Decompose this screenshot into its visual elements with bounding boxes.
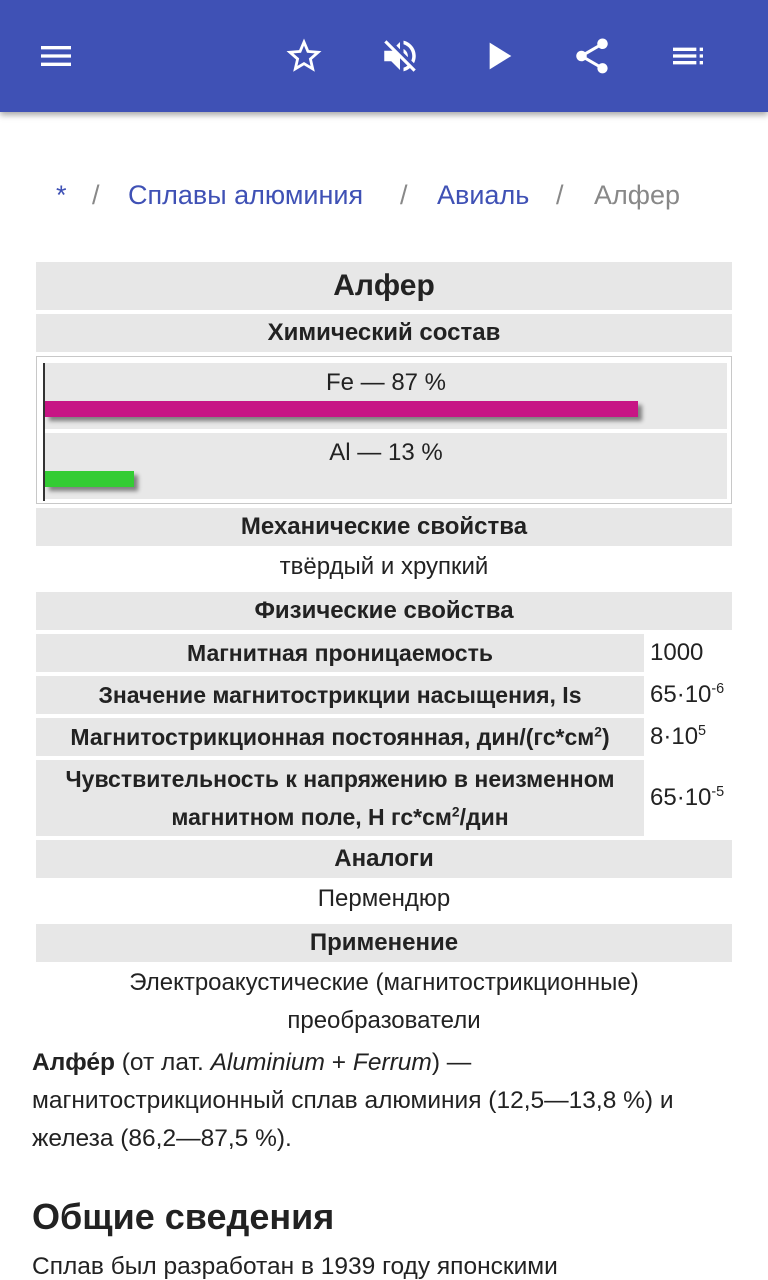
share-button[interactable] (564, 28, 620, 84)
composition-row-fe (45, 363, 727, 429)
mechanical-value: твёрдый и хрупкий (279, 553, 489, 580)
property-value (650, 760, 734, 836)
property-label-text: Значение магнитострикции насыщения, Is (98, 682, 582, 708)
usage-value-line2: преобразователи (287, 1007, 481, 1034)
usage-value-line1: Электроакустические (магнитострикционные) (129, 969, 639, 996)
property-value (650, 718, 734, 756)
property-value (650, 676, 734, 714)
breadcrumb-root[interactable]: * (56, 180, 67, 210)
physical-header: Физические свойства (36, 592, 732, 630)
analogs-header: Аналоги (36, 840, 732, 878)
breadcrumb-item-alloys[interactable]: Сплавы алюминия (128, 180, 364, 210)
property-label (36, 634, 644, 672)
breadcrumb-separator: / (400, 180, 408, 210)
property-label-text: Магнитострикционная постоянная, дин/$(гс*см^2)$ (70, 724, 610, 750)
value-base: 1000 (650, 639, 704, 666)
bookmark-button[interactable] (276, 28, 332, 84)
value-base: 8·10 (650, 723, 699, 750)
latin-aluminium: Aluminium (210, 1049, 325, 1076)
contents-button[interactable] (660, 28, 716, 84)
breadcrumb-item-avial[interactable]: Авиаль (437, 180, 530, 210)
breadcrumb-separator: / (556, 180, 564, 210)
app-bar (0, 0, 768, 112)
property-label-line2: магнитном поле, Н $гс*см^2$/дин (171, 804, 509, 830)
breadcrumb-separator: / (92, 180, 100, 210)
property-label (36, 676, 644, 714)
intro-line1: Алфе́р (от лат. Aluminium + Ferrum) — (32, 1049, 472, 1076)
composition-row-al (45, 433, 727, 499)
menu-button[interactable] (28, 28, 84, 84)
analogs-value[interactable]: Пермендюр (317, 885, 451, 912)
value-base: 65·10 (650, 681, 712, 708)
share-icon (571, 35, 613, 77)
play-button[interactable] (470, 28, 526, 84)
composition-bar-al (45, 471, 134, 487)
property-label (36, 760, 644, 836)
latin-ferrum: Ferrum (352, 1049, 432, 1076)
mechanical-header: Механические свойства (36, 508, 732, 546)
infobox-title: Алфер (36, 262, 732, 310)
composition-label: Fe — 87 % (325, 369, 447, 396)
property-label-line1: Чувствительность к напряжению в неизменном (65, 766, 615, 792)
value-exponent: 5 (698, 723, 707, 739)
composition-label: Al — 13 % (329, 439, 443, 466)
value-exponent: -6 (711, 681, 725, 697)
intro-line3: железа (86,2—87,5 %). (32, 1125, 292, 1152)
property-label (36, 718, 644, 756)
toc-icon (668, 36, 708, 76)
intro-line2: магнитострикционный сплав алюминия (12,5—13,8 %) и (32, 1087, 674, 1114)
composition-header: Химический состав (36, 314, 732, 352)
star-icon (283, 35, 325, 77)
property-label-text: Магнитная проницаемость (187, 640, 493, 666)
section-text: Сплав был разработан в 1939 году японскими (32, 1253, 558, 1280)
volume-off-icon (379, 35, 421, 77)
composition-chart (36, 356, 732, 504)
play-icon (478, 36, 518, 76)
breadcrumb-current: Алфер (594, 180, 681, 210)
property-value (650, 634, 734, 672)
value-base: 65·10 (650, 784, 712, 811)
article-intro (32, 1044, 736, 1158)
menu-icon (36, 36, 76, 76)
article-term: Алфе́р (32, 1049, 115, 1076)
composition-bar-fe (45, 401, 638, 417)
usage-header: Применение (36, 924, 732, 962)
section-heading: Общие сведения (32, 1196, 335, 1237)
mute-button[interactable] (372, 28, 428, 84)
value-exponent: -5 (711, 784, 725, 800)
